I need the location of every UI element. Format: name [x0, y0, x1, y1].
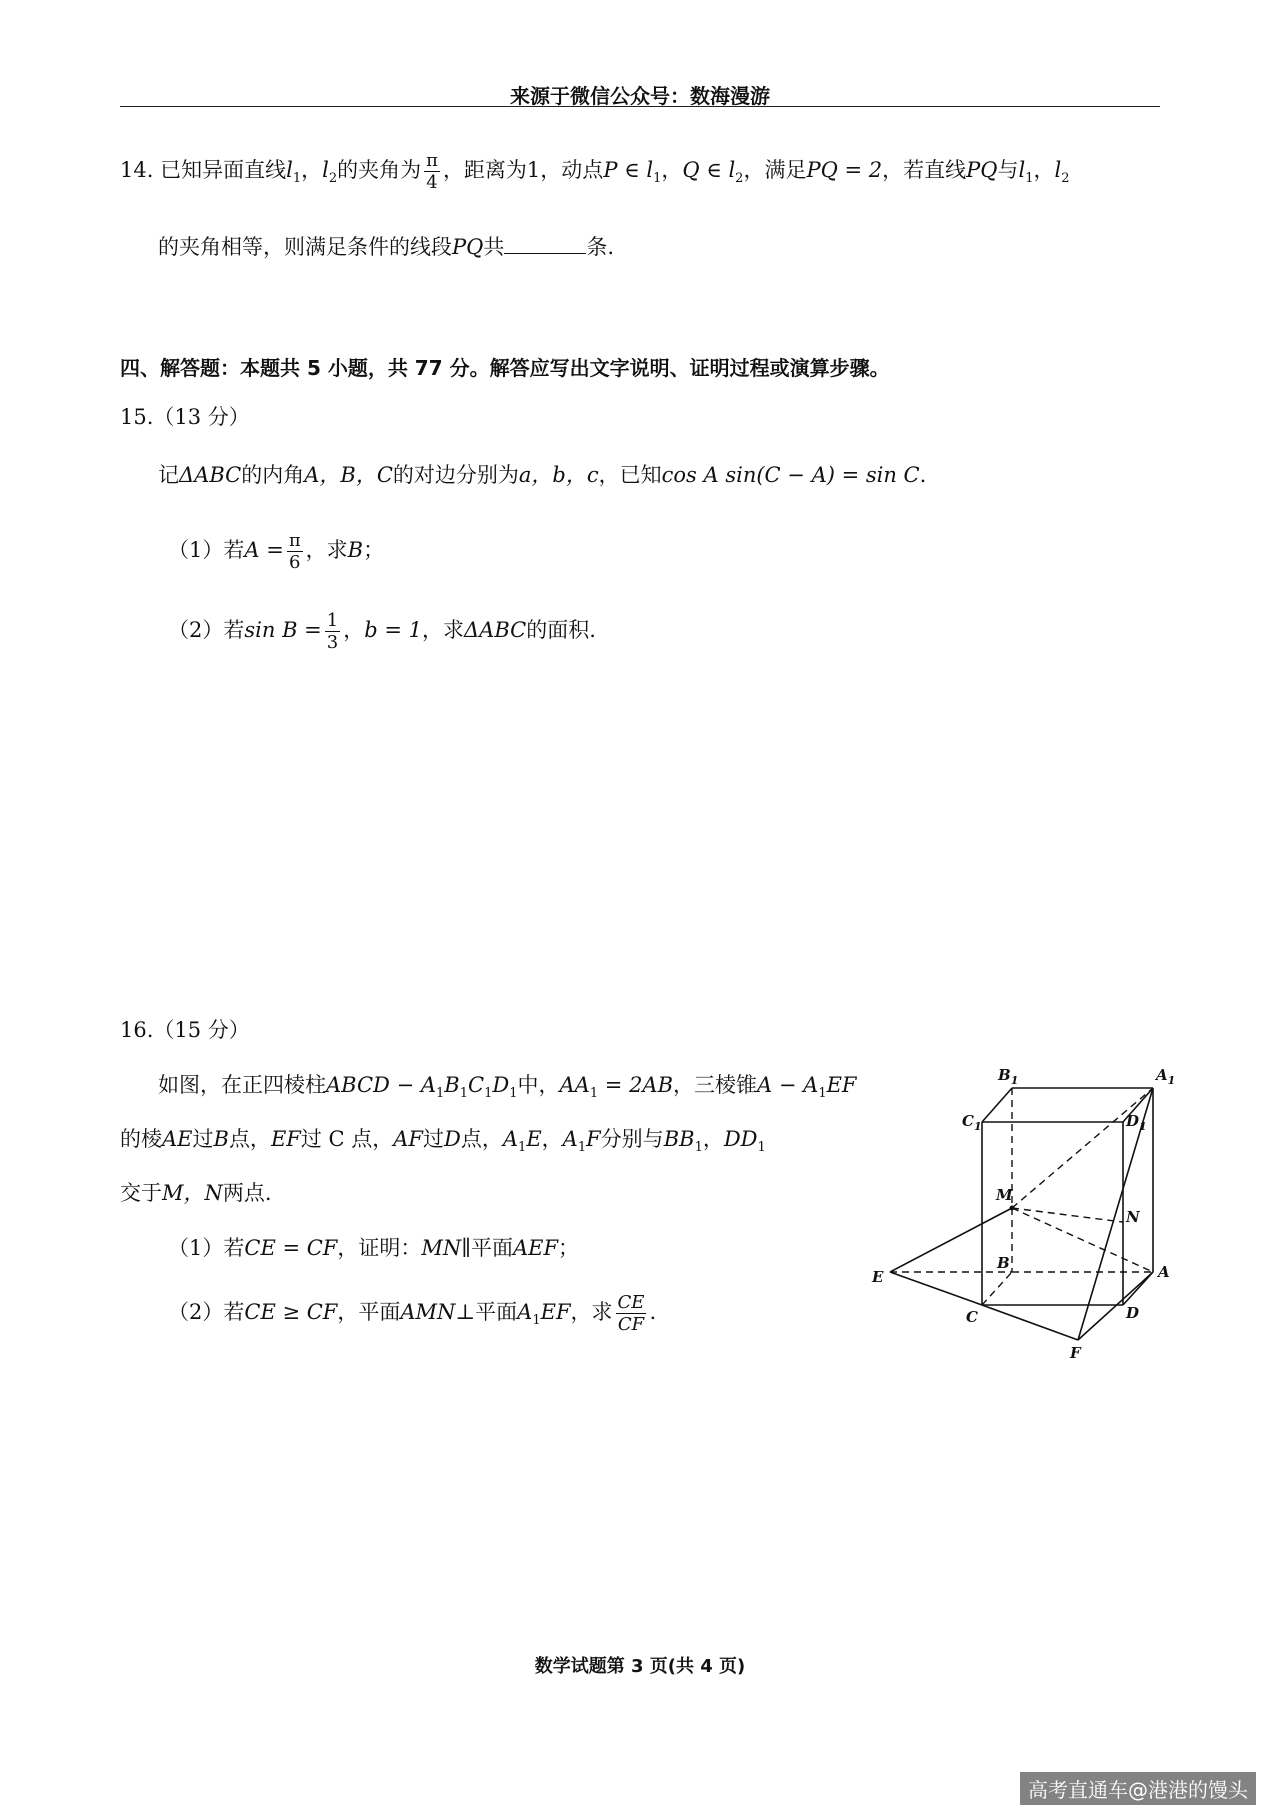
q15-stem: 记ΔABC的内角A，B，C的对边分别为a，b，c，已知cos A sin(C − A) = sin C.: [158, 463, 927, 487]
q15-p2-fraction: $\frac{1}{3}$: [326, 610, 339, 653]
label-a: A: [1158, 1263, 1170, 1281]
label-e: E: [872, 1268, 884, 1286]
q14-line-2: 的夹角相等，则满足条件的线段PQ共 条.: [158, 235, 615, 259]
q15-part-1: （1）若A = $\frac{\pi}{6}$ ，求B；: [168, 530, 385, 573]
edge-e-c: [890, 1272, 982, 1305]
label-n: N: [1126, 1208, 1140, 1226]
point-m: [1010, 1206, 1015, 1211]
q16-part-2: （2）若CE ≥ CF，平面AMN⊥平面$A_1EF$，求 $\frac{CE}{CF}$ .: [168, 1292, 657, 1335]
edge-c-f: [982, 1305, 1078, 1340]
label-b1: $B_1$: [998, 1066, 1019, 1087]
page-footer: 数学试题第 3 页(共 4 页): [534, 1656, 746, 1677]
label-d: D: [1126, 1304, 1140, 1322]
edge-e-m: [890, 1208, 1012, 1272]
prism-pyramid-figure: [870, 1050, 1180, 1370]
hidden-edge-m-a1: [1012, 1088, 1153, 1208]
header-divider: [120, 106, 1160, 107]
q16-ratio-fraction: $\frac{CE}{CF}$: [617, 1292, 645, 1335]
q15-p1-fraction: $\frac{\pi}{6}$: [288, 530, 301, 573]
label-f: F: [1070, 1344, 1081, 1362]
label-a1: $A_1$: [1156, 1066, 1176, 1087]
watermark: 高考直通车@港港的馒头: [1020, 1772, 1256, 1805]
label-m: M: [996, 1186, 1013, 1204]
q15-number: 15.（13 分）: [120, 405, 250, 429]
q16-stem-line-3: 交于M，N两点.: [120, 1181, 272, 1205]
label-c1: $C_1$: [962, 1112, 982, 1133]
label-d1: $D_1$: [1126, 1112, 1147, 1133]
q16-number: 16.（15 分）: [120, 1018, 250, 1042]
edge-a-f: [1078, 1272, 1153, 1340]
label-b: B: [997, 1254, 1010, 1272]
page-header-source: 来源于微信公众号：数海漫游: [510, 84, 770, 108]
q15-part-2: （2）若sin B = $\frac{1}{3}$ ，b = 1，求ΔABC的面积.: [168, 610, 596, 653]
q16-part-1: （1）若CE = CF，证明：MN∥平面AEF；: [168, 1236, 580, 1260]
label-c: C: [966, 1308, 978, 1326]
section-4-heading: 四、解答题：本题共 5 小题，共 77 分。解答应写出文字说明、证明过程或演算步骤。: [120, 356, 890, 380]
hidden-edge-c-b: [982, 1272, 1012, 1305]
q14-angle-fraction: $\frac{\pi}{4}$: [426, 150, 438, 193]
q16-stem-line-2: 的棱AE过B点，EF过 C 点，AF过D点，$A_1E$，$A_1F$分别与$BB_1$，$DD_1$: [120, 1127, 766, 1156]
edge-c1-b1: [982, 1088, 1012, 1122]
q14-answer-blank[interactable]: [504, 233, 586, 254]
q16-stem-line-1: 如图，在正四棱柱ABCD − $A_1B_1C_1D_1$中，$AA_1 = 2AB$，三棱锥$A - A_1EF$: [158, 1073, 857, 1102]
q14-line-1: 14. 已知异面直线$l_1$，$l_2$的夹角为 $\frac{\pi}{4}$ ，距离为1，动点P ∈ $l_1$，Q ∈ $l_2$，满足PQ = 2，若直线PQ与$l_1$，$l_2$: [120, 150, 1070, 193]
